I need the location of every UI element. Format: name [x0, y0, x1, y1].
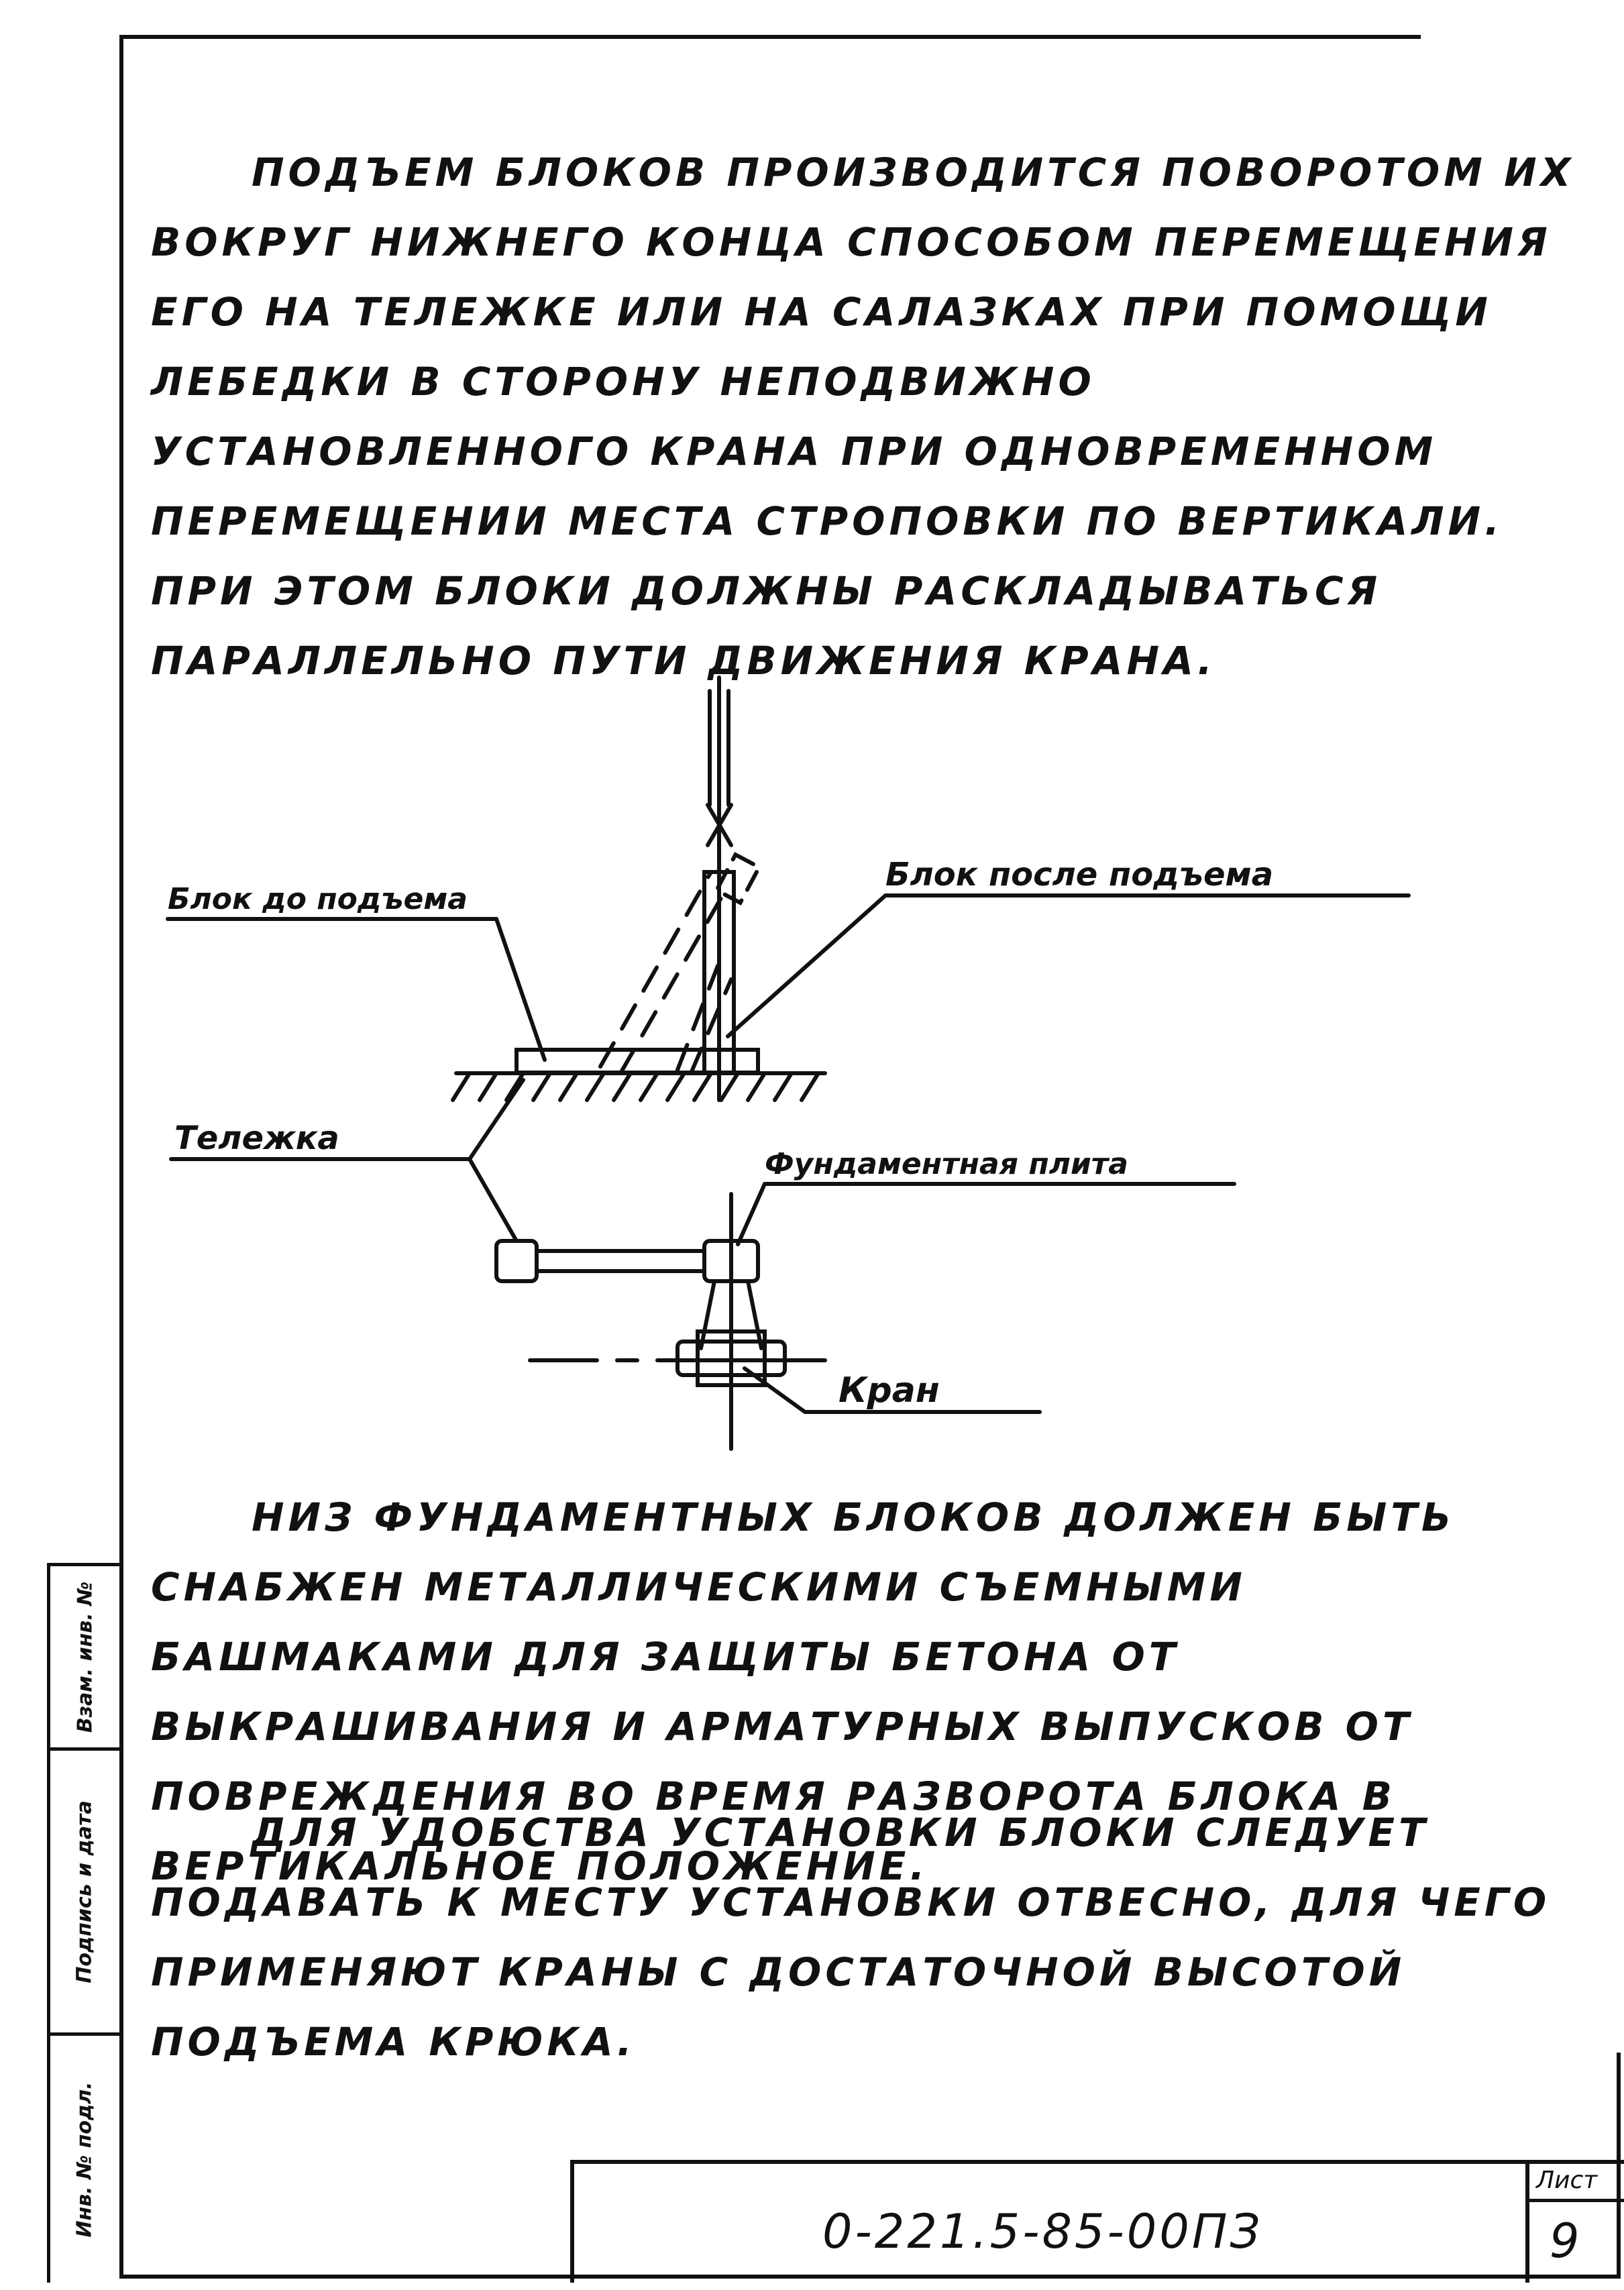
- sheet-label: Лист: [1536, 2167, 1598, 2194]
- label-block-after: Блок после подъема: [885, 856, 1274, 893]
- paragraph-foundation-shoes-text: НИЗ ФУНДАМЕНТНЫХ БЛОКОВ ДОЛЖЕН БЫТЬ СНАБЖЕН МЕТАЛЛИЧЕСКИМИ СЪЕМНЫМИ БАШМАКАМИ ДЛЯ ЗАЩИТЫ БЕТОНА ОТ ВЫКРАШИВАНИЯ И АРМАТУРНЫХ ВЫПУСКОВ ОТ ПОВРЕЖДЕНИЯ ВО ВРЕМЯ РАЗВОРОТА БЛОКА В ВЕРТИКАЛЬНОЕ ПОЛОЖЕНИЕ.: [151, 1494, 1456, 1889]
- stamp-column: [47, 1563, 123, 2283]
- sheet-box: [1525, 2160, 1624, 2283]
- label-block-before: Блок до подъема: [168, 882, 468, 916]
- stamp-cell-signature: [50, 1751, 119, 2036]
- paragraph-lifting-method-text: ПОДЪЕМ БЛОКОВ ПРОИЗВОДИТСЯ ПОВОРОТОМ ИХ ВОКРУГ НИЖНЕГО КОНЦА СПОСОБОМ ПЕРЕМЕЩЕНИЯ ЕГО НА ТЕЛЕЖКЕ ИЛИ НА САЛАЗКАХ ПРИ ПОМОЩИ ЛЕБЕДКИ В СТОРОНУ НЕПОДВИЖНО УСТАНОВЛЕННОГО КРАНА ПРИ ОДНОВРЕМЕННОМ ПЕРЕМЕЩЕНИИ МЕСТА СТРОПОВКИ ПО ВЕРТИКАЛИ. ПРИ ЭТОМ БЛОКИ ДОЛЖНЫ РАСКЛАДЫВАТЬСЯ ПАРАЛЛЕЛЬНО ПУТИ ДВИЖЕНИЯ КРАНА.: [151, 150, 1575, 684]
- document-code: 0-221.5-85-00ПЗ: [822, 2204, 1263, 2259]
- paragraph-installation: [151, 1798, 1593, 2077]
- title-block: [570, 2160, 1624, 2283]
- paragraph-installation-text: ДЛЯ УДОБСТВА УСТАНОВКИ БЛОКИ СЛЕДУЕТ ПОДАВАТЬ К МЕСТУ УСТАНОВКИ ОТВЕСНО, ДЛЯ ЧЕГО ПРИМЕНЯЮТ КРАНЫ С ДОСТАТОЧНОЙ ВЫСОТОЙ ПОДЪЕМА КРЮКА.: [151, 1810, 1551, 2065]
- stamp-cell-replacement: [50, 1566, 119, 1751]
- label-trolley: Тележка: [174, 1120, 339, 1157]
- sheet-number: 9: [1550, 2214, 1580, 2269]
- stamp-inventory-label: Инв. № подл.: [73, 2081, 97, 2238]
- stamp-signature-label: Подпись и дата: [73, 1800, 97, 1983]
- label-crane: Кран: [838, 1370, 940, 1411]
- label-foundation-plate: Фундаментная плита: [765, 1147, 1128, 1181]
- stamp-cell-inventory: [50, 2036, 119, 2283]
- stamp-replacement-label: Взам. инв. №: [73, 1581, 97, 1733]
- sheet-divider: [1529, 2199, 1624, 2202]
